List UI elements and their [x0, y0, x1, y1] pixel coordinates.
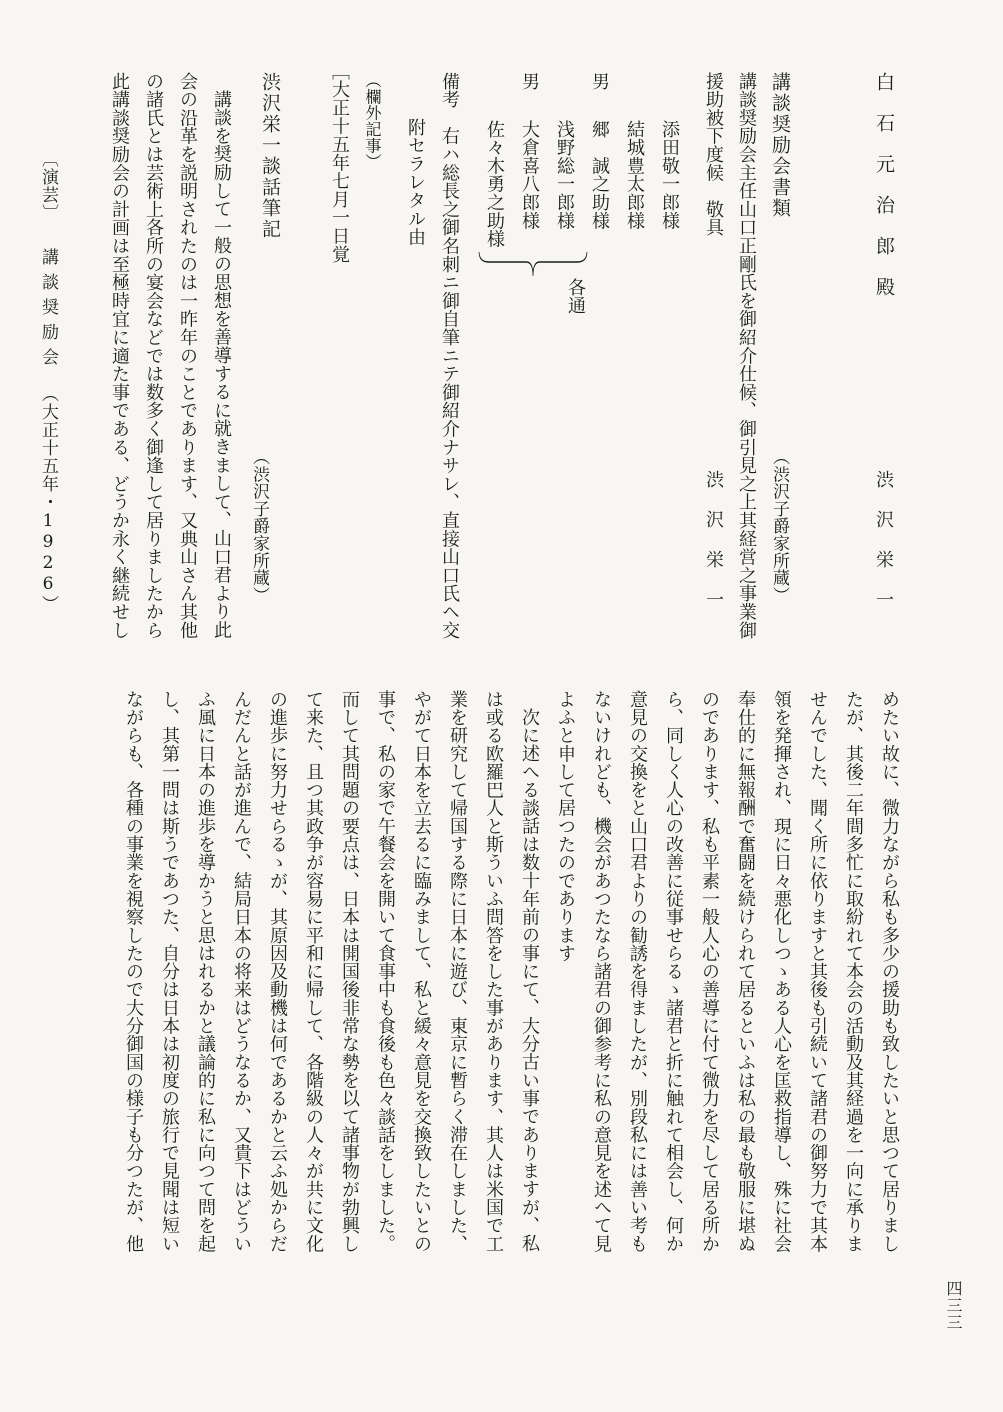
text-line: 奉仕的に無報酬で奮闘を続けられて居るといふは私の最も敬服に堪ぬ — [735, 690, 756, 1253]
letter-signature: 渋沢栄一 — [703, 470, 724, 630]
brace-shape — [478, 250, 588, 280]
page-number: 四三三 — [944, 1280, 963, 1331]
recipients-suffix: 各通 — [565, 278, 586, 315]
margin-note: （欄外記事） — [363, 72, 382, 170]
text-line: 領を発揮され、現に日々悪化しつゝある人心を匡救指導し、殊に社会 — [771, 690, 792, 1253]
text-line: ないけれども、機会があつたなら諸君の御参考に私の意見を述へて見 — [591, 690, 612, 1253]
text-line: やがて日本を立去るに臨みまして、私と緩々意見を交換致したいとの — [411, 690, 432, 1253]
remarks-line-1: 備考 右ハ総長之御名刺ニ御自筆ニテ御紹介ナサレ、直接山口氏ヘ交 — [439, 72, 460, 640]
recipient-4: 浅野総一郎様 — [554, 120, 575, 230]
text-line: たが、其後二年間多忙に取紛れて本会の活動及其経過を一向に承りま — [843, 690, 864, 1253]
footer-period: （大正十五年・1926） — [38, 385, 58, 613]
section-title-talk: 渋沢栄一談話筆記 — [259, 72, 281, 240]
recipient-1: 添田敬一郎様 — [659, 120, 680, 230]
talk-line-2: 会の沿革を説明されたのは一昨年のことであります、又典山さん其他 — [177, 72, 198, 640]
recipient-2: 結城豊太郎様 — [624, 120, 645, 230]
text-line: の進歩に努力せらるゝが、其原因及動機は何であるかと云ふ処からだ — [267, 690, 288, 1253]
text-line: し、其第一問は斯うであつた、自分は日本は初度の旅行で見聞は短い — [159, 690, 180, 1253]
recipient-3: 郷 誠之助様 — [589, 120, 610, 230]
running-footer — [36, 150, 61, 613]
source-note: （渋沢子爵家所蔵） — [769, 448, 789, 604]
section-title-documents: 講談奨励会書類 — [769, 72, 791, 219]
footer-category: 〔演芸〕 — [38, 150, 58, 222]
recipient-6: 佐々木勇之助様 — [484, 120, 505, 249]
text-line: 事で、私の家で午餐会を開いて食事中も食後も色々談話をしました。 — [375, 690, 396, 1253]
text-line: は或る欧羅巴人と斯ういふ問答をした事があります、其人は米国で工 — [483, 690, 504, 1253]
talk-line-4: 此講談奨励会の計画は至極時宜に適た事である、どうか永く継続せし — [109, 72, 130, 640]
text-line: ながらも、各種の事業を視察したので大分御国の様子も分つたが、他 — [123, 690, 144, 1253]
talk-line-1: 講談を奨励して一般の思想を善導するに就きまして、山口君より此 — [211, 90, 232, 639]
text-line: ら、同しく人心の改善に従事せらるゝ諸君と折に触れて相会し、何か — [663, 690, 684, 1253]
letter-line-2: 援助被下度候 敬具 — [703, 72, 724, 237]
text-line: 而して其問題の要点は、日本は開国後非常な勢を以て諸事物が勃興し — [339, 690, 360, 1253]
text-line: せんでした、聞く所に依りますと其後も引続いて諸君の御努力で其本 — [807, 690, 828, 1253]
date-note: ［大正十五年七月一日覚 — [329, 62, 350, 264]
talk-line-3: の諸氏とは芸術上各所の宴会などでは数多く御逢して居りましたから — [143, 72, 164, 640]
recipient-5: 大倉喜八郎様 — [519, 120, 540, 230]
addressee: 白石元治郎殿 — [873, 72, 895, 318]
letter-line-1: 講談奨励会主任山口正剛氏を御紹介仕候、御引見之上其経営之事業御 — [736, 72, 757, 640]
text-line: て来た、且つ其政争が容易に平和に帰して、各階級の人々が共に文化 — [303, 690, 324, 1253]
remarks-line-2: 附セラレタル由 — [405, 118, 426, 247]
recipient-brace — [478, 250, 678, 270]
footer-section-name: 講談奨励会 — [38, 248, 58, 373]
sender: 渋沢栄一 — [873, 470, 894, 630]
talk-source-note: （渋沢子爵家所蔵） — [249, 448, 269, 604]
text-line: んだんと話が進んで、結局日本の将来はどうなるか、又貴下はどうい — [231, 690, 252, 1253]
text-line: よふと申して居つたのであります — [555, 690, 576, 963]
recipient-title-5: 男 — [519, 72, 540, 91]
text-line: のであります、私も平素一般人心の善導に付て微力を尽して居る所か — [699, 690, 720, 1253]
text-line: めたい故に、微力ながら私も多少の援助も致したいと思つて居りまし — [879, 690, 900, 1253]
text-line: 業を研究して帰国する際に日本に遊び、東京に暫らく滞在しました、 — [447, 690, 468, 1253]
text-line: 次に述へる談話は数十年前の事にて、大分古い事でありますが、私 — [519, 708, 540, 1253]
text-line: 意見の交換をと山口君よりの勧誘を得ましたが、別段私には善い考も — [627, 690, 648, 1253]
recipient-title-3: 男 — [589, 72, 610, 91]
text-line: ふ風に日本の進歩を導かうと思はれるかと議論的に私に向つて問を起 — [195, 690, 216, 1253]
